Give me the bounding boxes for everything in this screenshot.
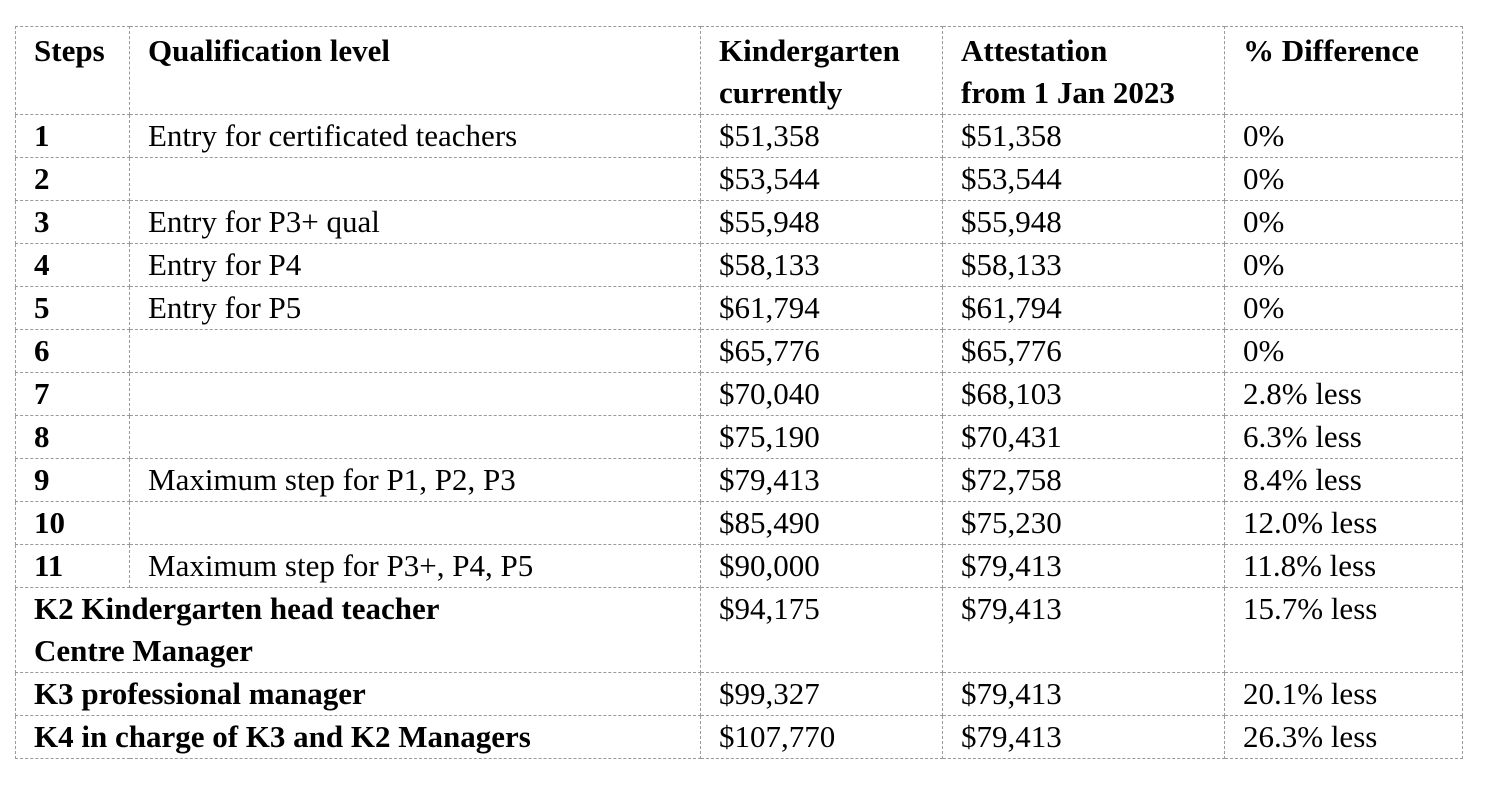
cell-attestation: $68,103 [943, 373, 1225, 416]
cell-kindergarten: $55,948 [701, 201, 943, 244]
cell-attestation: $79,413 [943, 673, 1225, 716]
header-steps: Steps [16, 27, 130, 115]
table-row [16, 244, 1463, 287]
cell-kindergarten: $85,490 [701, 502, 943, 545]
cell-difference: 20.1% less [1225, 673, 1463, 716]
cell-difference: 15.7% less [1225, 588, 1463, 673]
cell-step: 9 [16, 459, 130, 502]
cell-qualification [130, 416, 701, 459]
cell-difference: 0% [1225, 201, 1463, 244]
cell-kindergarten: $70,040 [701, 373, 943, 416]
cell-difference: 11.8% less [1225, 545, 1463, 588]
header-kindergarten-line2: currently [719, 75, 843, 110]
table-row [16, 373, 1463, 416]
table-row [16, 158, 1463, 201]
cell-step: 1 [16, 115, 130, 158]
cell-difference: 6.3% less [1225, 416, 1463, 459]
cell-step: 6 [16, 330, 130, 373]
manager-row [16, 673, 1463, 716]
table-row [16, 115, 1463, 158]
cell-attestation: $75,230 [943, 502, 1225, 545]
cell-kindergarten: $107,770 [701, 716, 943, 759]
cell-attestation: $55,948 [943, 201, 1225, 244]
cell-attestation: $65,776 [943, 330, 1225, 373]
cell-qualification [130, 158, 701, 201]
cell-qualification [130, 373, 701, 416]
cell-kindergarten: $58,133 [701, 244, 943, 287]
header-qualification: Qualification level [130, 27, 701, 115]
cell-step: 3 [16, 201, 130, 244]
table-row [16, 330, 1463, 373]
cell-manager-level: K4 in charge of K3 and K2 Managers [16, 716, 701, 759]
cell-manager-level [16, 588, 701, 673]
manager-label-line2: Centre Manager [34, 633, 253, 668]
cell-step: 11 [16, 545, 130, 588]
cell-step: 7 [16, 373, 130, 416]
header-attestation [943, 27, 1225, 115]
table-row [16, 545, 1463, 588]
manager-row [16, 716, 1463, 759]
cell-qualification: Entry for certificated teachers [130, 115, 701, 158]
table-row [16, 287, 1463, 330]
table-row [16, 459, 1463, 502]
cell-step: 5 [16, 287, 130, 330]
cell-attestation: $61,794 [943, 287, 1225, 330]
table-row [16, 416, 1463, 459]
cell-qualification: Entry for P4 [130, 244, 701, 287]
cell-kindergarten: $99,327 [701, 673, 943, 716]
header-kindergarten [701, 27, 943, 115]
cell-difference: 0% [1225, 330, 1463, 373]
cell-attestation: $79,413 [943, 588, 1225, 673]
cell-qualification: Entry for P3+ qual [130, 201, 701, 244]
cell-difference: 0% [1225, 287, 1463, 330]
cell-attestation: $72,758 [943, 459, 1225, 502]
cell-difference: 0% [1225, 158, 1463, 201]
cell-attestation: $51,358 [943, 115, 1225, 158]
cell-kindergarten: $61,794 [701, 287, 943, 330]
cell-step: 10 [16, 502, 130, 545]
cell-kindergarten: $53,544 [701, 158, 943, 201]
header-row [16, 27, 1463, 115]
cell-difference: 12.0% less [1225, 502, 1463, 545]
header-difference: % Difference [1225, 27, 1463, 115]
cell-difference: 0% [1225, 244, 1463, 287]
cell-attestation: $79,413 [943, 716, 1225, 759]
cell-kindergarten: $75,190 [701, 416, 943, 459]
header-kindergarten-line1: Kindergarten [719, 33, 900, 68]
cell-qualification: Maximum step for P3+, P4, P5 [130, 545, 701, 588]
cell-kindergarten: $65,776 [701, 330, 943, 373]
cell-attestation: $58,133 [943, 244, 1225, 287]
cell-difference: 0% [1225, 115, 1463, 158]
cell-kindergarten: $90,000 [701, 545, 943, 588]
cell-manager-level: K3 professional manager [16, 673, 701, 716]
cell-kindergarten: $94,175 [701, 588, 943, 673]
manager-label-line1: K2 Kindergarten head teacher [34, 591, 440, 626]
table-row [16, 201, 1463, 244]
cell-difference: 2.8% less [1225, 373, 1463, 416]
cell-qualification: Entry for P5 [130, 287, 701, 330]
header-attestation-line1: Attestation [961, 33, 1108, 68]
cell-difference: 26.3% less [1225, 716, 1463, 759]
cell-qualification: Maximum step for P1, P2, P3 [130, 459, 701, 502]
cell-step: 4 [16, 244, 130, 287]
cell-step: 8 [16, 416, 130, 459]
cell-attestation: $70,431 [943, 416, 1225, 459]
cell-qualification [130, 330, 701, 373]
cell-attestation: $79,413 [943, 545, 1225, 588]
salary-comparison-table [15, 26, 1463, 759]
cell-kindergarten: $51,358 [701, 115, 943, 158]
cell-attestation: $53,544 [943, 158, 1225, 201]
cell-step: 2 [16, 158, 130, 201]
manager-row [16, 588, 1463, 673]
header-attestation-line2: from 1 Jan 2023 [961, 75, 1175, 110]
cell-qualification [130, 502, 701, 545]
table-row [16, 502, 1463, 545]
cell-difference: 8.4% less [1225, 459, 1463, 502]
cell-kindergarten: $79,413 [701, 459, 943, 502]
